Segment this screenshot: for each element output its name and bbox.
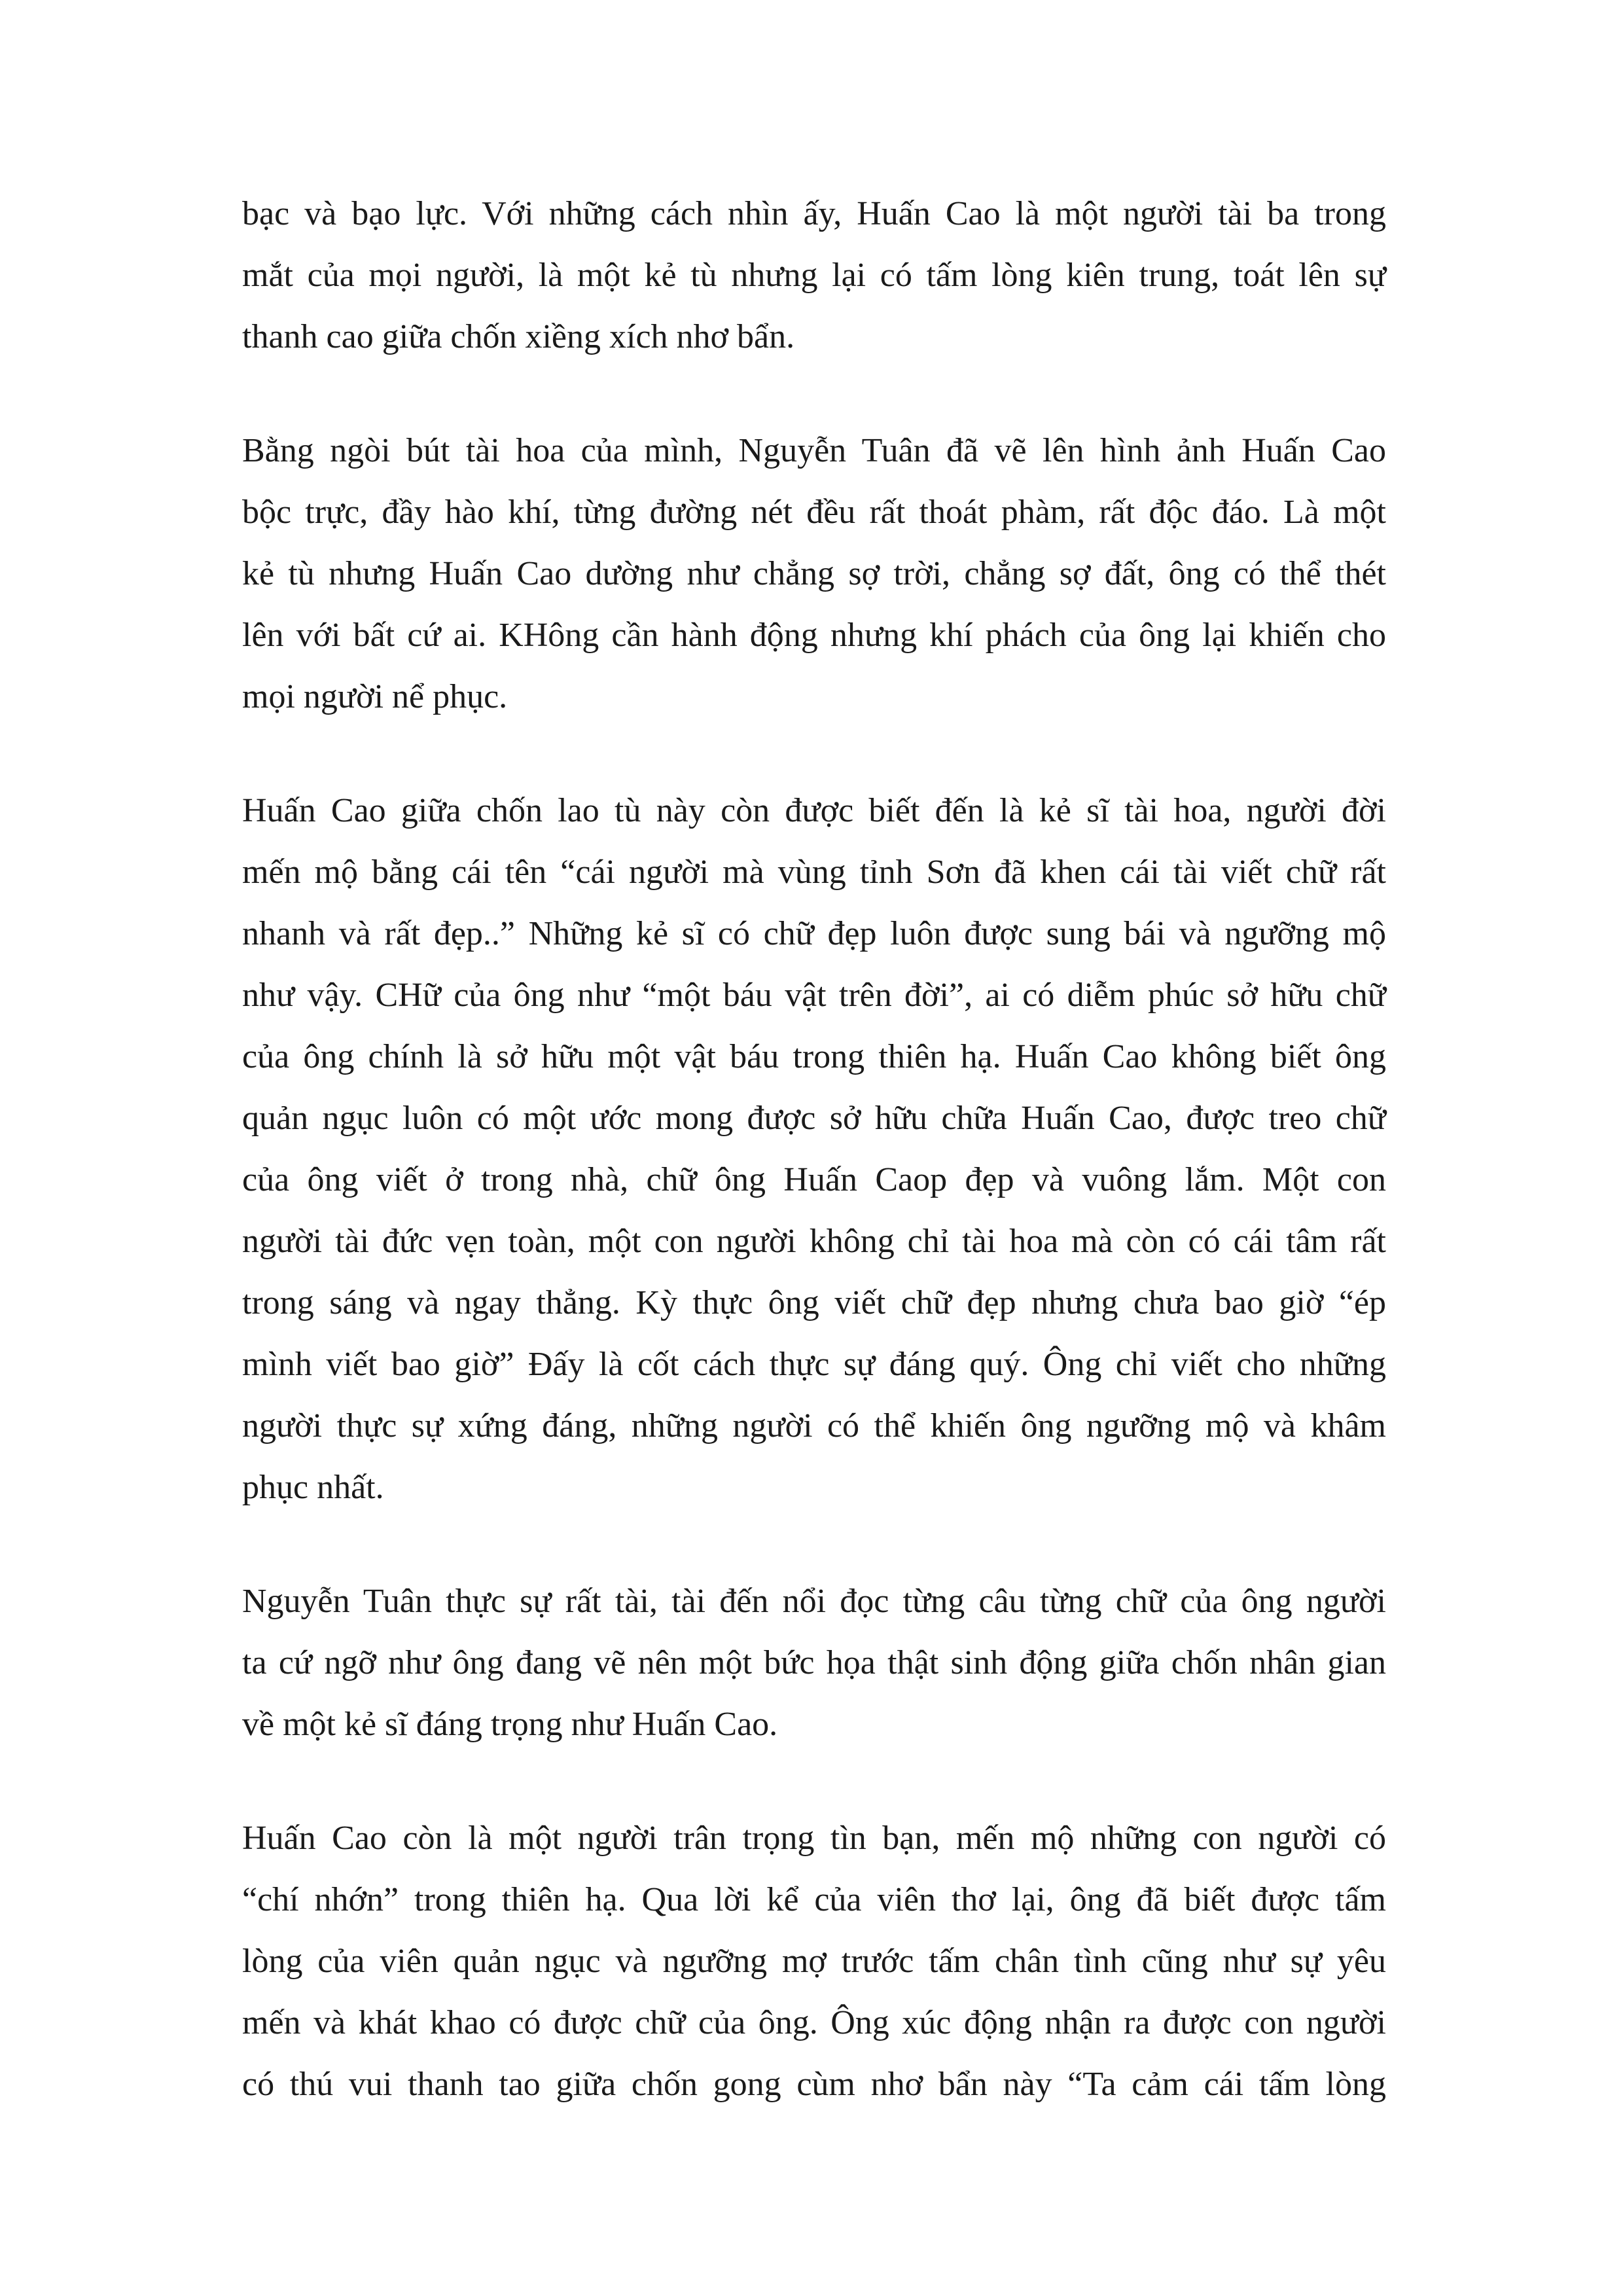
- paragraph-3: [242, 780, 1386, 1518]
- text-line: bộc trực, đầy hào khí, từng đường nét đều rất thoát phàm, rất độc đáo. Là một: [242, 493, 1386, 531]
- text-line: ta cứ ngỡ như ông đang vẽ nên một bức họa thật sinh động giữa chốn nhân gian: [242, 1644, 1386, 1681]
- text-line: có thú vui thanh tao giữa chốn gong cùm nhơ bẩn này “Ta cảm cái tấm lòng: [242, 2066, 1386, 2103]
- text-line: của ông viết ở trong nhà, chữ ông Huấn Caop đẹp và vuông lắm. Một con: [242, 1161, 1386, 1198]
- text-line: mình viết bao giờ” Đấy là cốt cách thực sự đáng quý. Ông chỉ viết cho những: [242, 1346, 1386, 1383]
- text-line: thanh cao giữa chốn xiềng xích nhơ bẩn.: [242, 318, 795, 355]
- text-line: Nguyễn Tuân thực sự rất tài, tài đến nổi đọc từng câu từng chữ của ông người: [242, 1583, 1386, 1620]
- text-line: của ông chính là sở hữu một vật báu trong thiên hạ. Huấn Cao không biết ông: [242, 1038, 1386, 1075]
- text-line: bạc và bạo lực. Với những cách nhìn ấy, Huấn Cao là một người tài ba trong: [242, 195, 1386, 232]
- text-line: như vậy. CHữ của ông như “một báu vật trên đời”, ai có diễm phúc sở hữu chữ: [242, 977, 1386, 1014]
- text-line: “chí nhớn” trong thiên hạ. Qua lời kể của viên thơ lại, ông đã biết được tấm: [242, 1881, 1386, 1918]
- text-line: mọi người nể phục.: [242, 678, 508, 715]
- text-line: người tài đức vẹn toàn, một con người không chỉ tài hoa mà còn có cái tâm rất: [242, 1223, 1386, 1260]
- text-line: Bằng ngòi bút tài hoa của mình, Nguyễn Tuân đã vẽ lên hình ảnh Huấn Cao: [242, 432, 1386, 469]
- text-line: mến và khát khao có được chữ của ông. Ông xúc động nhận ra được con người: [242, 2004, 1386, 2041]
- text-line: Huấn Cao giữa chốn lao tù này còn được biết đến là kẻ sĩ tài hoa, người đời: [242, 792, 1386, 829]
- text-line: Huấn Cao còn là một người trân trọng tìn bạn, mến mộ những con người có: [242, 1820, 1386, 1857]
- text-line: về một kẻ sĩ đáng trọng như Huấn Cao.: [242, 1706, 778, 1743]
- text-line: nhanh và rất đẹp..” Những kẻ sĩ có chữ đẹp luôn được sung bái và ngưỡng mộ: [242, 915, 1386, 952]
- paragraph-4: [242, 1571, 1386, 1755]
- text-line: kẻ tù nhưng Huấn Cao dường như chẳng sợ trời, chẳng sợ đất, ông có thể thét: [242, 555, 1386, 592]
- text-line: mắt của mọi người, là một kẻ tù nhưng lại có tấm lòng kiên trung, toát lên sự: [242, 257, 1386, 294]
- text-line: người thực sự xứng đáng, những người có thể khiến ông ngưỡng mộ và khâm: [242, 1407, 1386, 1444]
- text-line: trong sáng và ngay thẳng. Kỳ thực ông viết chữ đẹp nhưng chưa bao giờ “ép: [242, 1284, 1386, 1321]
- paragraph-2: [242, 420, 1386, 728]
- text-line: quản ngục luôn có một ước mong được sở hữu chữa Huấn Cao, được treo chữ: [242, 1100, 1386, 1137]
- document-page: [242, 183, 1386, 2168]
- paragraph-1: [242, 183, 1386, 368]
- text-line: phục nhất.: [242, 1469, 384, 1506]
- text-line: mến mộ bằng cái tên “cái người mà vùng tỉnh Sơn đã khen cái tài viết chữ rất: [242, 853, 1386, 891]
- paragraph-5: [242, 1808, 1386, 2115]
- text-line: lên với bất cứ ai. KHông cần hành động nhưng khí phách của ông lại khiến cho: [242, 617, 1386, 654]
- text-line: lòng của viên quản ngục và ngưỡng mợ trước tấm chân tình cũng như sự yêu: [242, 1943, 1386, 1980]
